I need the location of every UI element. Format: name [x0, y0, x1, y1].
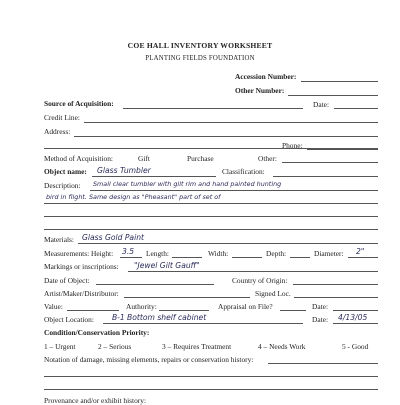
condition-priority-heading: Condition/Conservation Priority:: [44, 328, 150, 337]
acquisition-date-label: Date:: [313, 100, 330, 109]
location-date-label: Date:: [312, 315, 329, 324]
method-of-acquisition-label: Method of Acquisition:: [44, 154, 113, 163]
materials-label: Materials:: [44, 235, 74, 244]
width-line[interactable]: [232, 257, 262, 258]
object-name-value: Glass Tumbler: [97, 166, 151, 175]
height-line[interactable]: [120, 257, 142, 258]
worksheet-title: COE HALL INVENTORY WORKSHEET: [127, 41, 273, 50]
notation-line-inline[interactable]: [268, 363, 378, 364]
other-number-label: Other Number:: [235, 86, 285, 95]
address-line-1[interactable]: [74, 136, 378, 137]
accession-number-line[interactable]: [301, 81, 378, 82]
appraisal-on-file-label: Appraisal on File?: [218, 302, 273, 311]
description-value-1: Small clear tumbler with gilt rim and hand painted hunting: [93, 180, 282, 188]
gift-option[interactable]: Gift: [138, 154, 150, 163]
foundation-name: PLANTING FIELDS FOUNDATION: [145, 55, 255, 62]
width-label: Width:: [208, 249, 229, 258]
artist-maker-label: Artist/Maker/Distributor:: [44, 289, 119, 298]
description-line-2[interactable]: [44, 203, 378, 204]
value-line[interactable]: [67, 310, 119, 311]
length-label: Length:: [146, 249, 169, 258]
diameter-line[interactable]: [348, 257, 378, 258]
country-of-origin-line[interactable]: [293, 284, 378, 285]
description-value-2: bird in flight. Same design as "Pheasant" part of set of: [46, 193, 221, 201]
classification-line[interactable]: [273, 176, 378, 177]
priority-option-5[interactable]: 5 - Good: [342, 342, 369, 351]
other-number-line[interactable]: [288, 95, 378, 96]
priority-option-3[interactable]: 3 – Requires Treatment: [162, 342, 232, 351]
credit-line-label: Credit Line:: [44, 113, 80, 122]
markings-value: "Jewel Gilt Gauff": [134, 261, 200, 270]
description-line-3[interactable]: [44, 216, 378, 217]
object-location-value: B-1 Bottom shelf cabinet: [112, 313, 207, 322]
phone-label: Phone:: [282, 141, 303, 150]
authority-line[interactable]: [159, 310, 209, 311]
phone-line[interactable]: [307, 149, 378, 150]
source-of-acquisition-label: Source of Acquisition:: [44, 99, 114, 108]
measurements-height-label: Measurements: Height:: [44, 249, 114, 258]
materials-line[interactable]: [78, 243, 378, 244]
appraisal-date-line[interactable]: [333, 310, 378, 311]
artist-maker-line[interactable]: [124, 297, 250, 298]
other-method-line[interactable]: [282, 162, 378, 163]
signed-loc-line[interactable]: [294, 297, 378, 298]
source-of-acquisition-line[interactable]: [123, 108, 303, 109]
classification-label: Classification:: [222, 167, 265, 176]
other-method-label: Other:: [258, 154, 277, 163]
accession-number-label: Accession Number:: [235, 72, 297, 81]
markings-line[interactable]: [128, 271, 378, 272]
country-of-origin-label: Country of Origin:: [232, 276, 288, 285]
location-date-line[interactable]: [333, 323, 378, 324]
credit-line-line[interactable]: [84, 122, 378, 123]
provenance-label: Provenance and/or exhibit history:: [44, 396, 147, 405]
object-name-label: Object name:: [44, 167, 87, 176]
description-line-1[interactable]: [90, 190, 378, 191]
markings-label: Markings or inscriptions:: [44, 262, 119, 271]
address-label: Address:: [44, 127, 71, 136]
depth-label: Depth:: [266, 249, 287, 258]
diameter-label: Diameter:: [314, 249, 344, 258]
description-label: Description:: [44, 181, 81, 190]
depth-line[interactable]: [290, 257, 310, 258]
object-location-line[interactable]: [103, 323, 303, 324]
priority-option-1[interactable]: 1 – Urgent: [44, 342, 76, 351]
location-date-value: 4/13/05: [338, 313, 368, 322]
acquisition-date-line[interactable]: [334, 108, 378, 109]
object-name-line[interactable]: [92, 176, 216, 177]
purchase-option[interactable]: Purchase: [187, 154, 214, 163]
priority-option-4[interactable]: 4 – Needs Work: [258, 342, 306, 351]
signed-loc-label: Signed Loc.: [255, 289, 291, 298]
authority-label: Authority:: [126, 302, 157, 311]
notation-line-1[interactable]: [44, 376, 378, 377]
date-of-object-label: Date of Object:: [44, 276, 90, 285]
notation-label: Notation of damage, missing elements, repairs or conservation history:: [44, 355, 254, 364]
diameter-value: 2": [356, 247, 365, 256]
notation-line-2[interactable]: [44, 389, 378, 390]
length-line[interactable]: [172, 257, 202, 258]
materials-value: Glass Gold Paint: [82, 233, 144, 242]
height-value: 3.5: [122, 247, 135, 256]
appraisal-date-label: Date:: [312, 302, 329, 311]
appraisal-on-file-line[interactable]: [280, 310, 306, 311]
value-label: Value:: [44, 302, 63, 311]
description-line-4[interactable]: [44, 229, 378, 230]
object-location-label: Object Location:: [44, 315, 94, 324]
priority-option-2[interactable]: 2 – Serious: [98, 342, 132, 351]
date-of-object-line[interactable]: [96, 284, 214, 285]
